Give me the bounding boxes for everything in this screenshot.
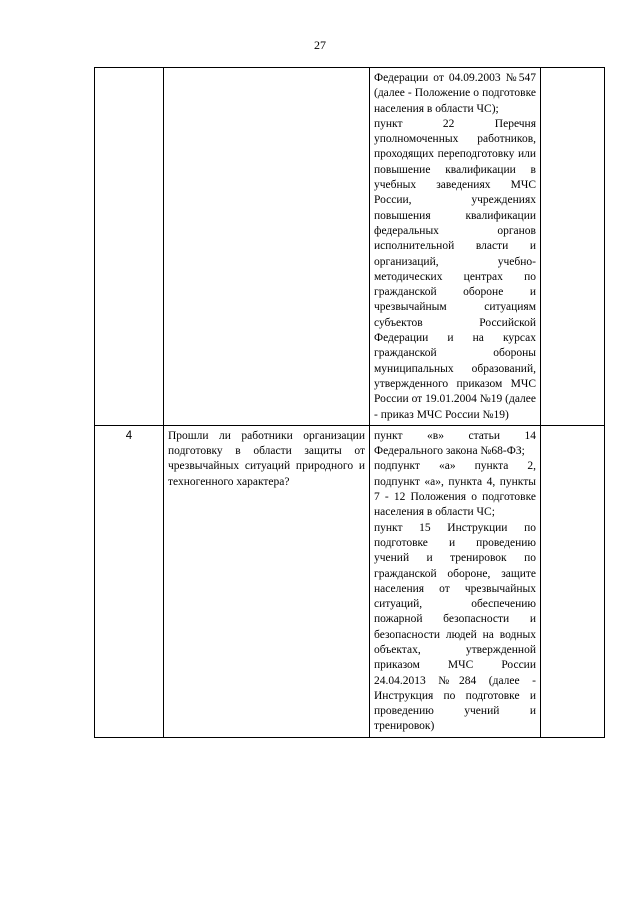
legal-basis-item: пункт «в» статьи 14 Федерального закона №68-ФЗ; — [374, 429, 536, 458]
row-number-cell — [95, 68, 164, 426]
question-cell: Прошли ли работники организации подготовку в области защиты от чрезвычайных ситуаций природного и техногенного характера? — [164, 425, 370, 737]
question-cell — [164, 68, 370, 426]
legal-basis-cell — [370, 68, 541, 426]
table-row — [95, 68, 605, 426]
answer-cell — [541, 68, 605, 426]
table-row — [95, 425, 605, 737]
legal-basis-item: Федерации от 04.09.2003 №547 (далее - Положение о подготовке населения в области ЧС); — [374, 72, 536, 115]
legal-basis-item: пункт 22 Перечня уполномоченных работников, проходящих переподготовку или повышение квалификации в учебных заведениях МЧС России, учреждениях повышения квалификации федеральных органов исполнительной власти и организаций, учебно-методических центрах по гражданской обороне и чрезвычайным ситуациям субъектов Российской Федерации и на курсах гражданской обороны муниципальных образований, утвержденного приказом МЧС России от 19.01.2004 №19 (далее - приказ МЧС России №19) — [374, 117, 536, 421]
legal-basis-cell — [370, 425, 541, 737]
row-number-cell: 4 — [95, 425, 164, 737]
requirements-table — [94, 67, 605, 738]
page-number: 27 — [314, 38, 326, 52]
legal-basis-item: пункт 15 Инструкции по подготовке и проведению учений и тренировок по гражданской обороне, защите населения от чрезвычайных ситуаций, обеспечению пожарной безопасности и безопасности людей на водных объектах, утвержденной приказом МЧС России 24.04.2013 №284 (далее - Инструкция по подготовке и проведению учений и тренировок) — [374, 521, 536, 733]
legal-basis-item: подпункт «а» пункта 2, подпункт «а», пункта 4, пункты 7 - 12 Положения о подготовке населения в области ЧС; — [374, 460, 536, 519]
answer-cell — [541, 425, 605, 737]
